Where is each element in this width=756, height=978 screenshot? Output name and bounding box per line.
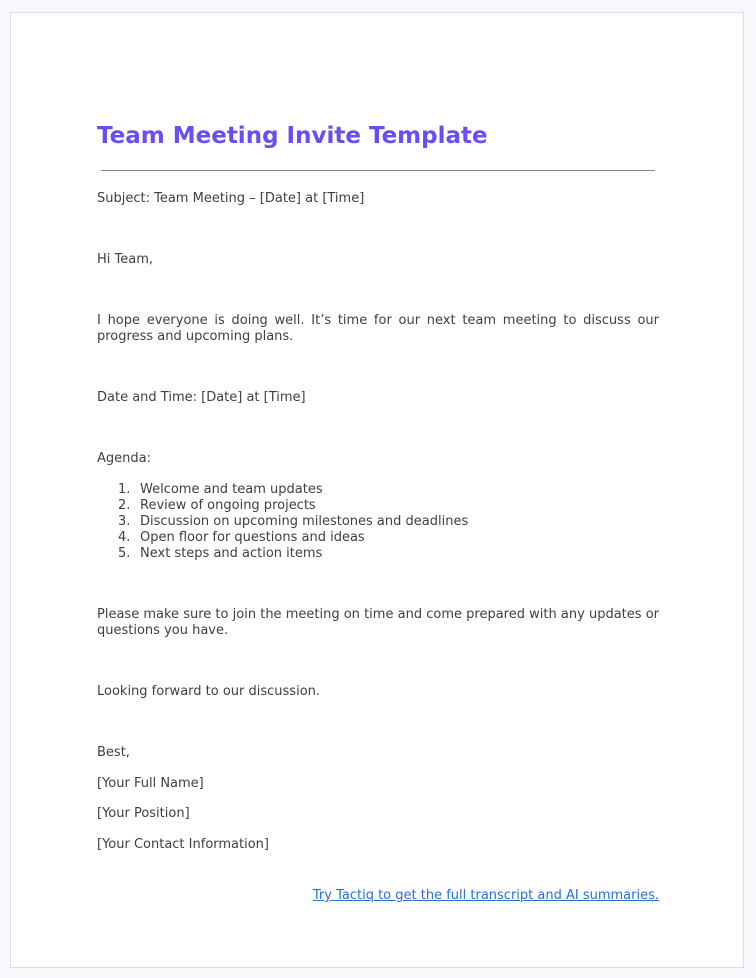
agenda-item-number: 1. xyxy=(118,482,131,497)
subject-line: Subject: Team Meeting – [Date] at [Time] xyxy=(97,191,365,206)
agenda-item-text: Welcome and team updates xyxy=(140,482,323,497)
tactiq-promo-link[interactable]: Try Tactiq to get the full transcript and AI summaries. xyxy=(312,888,659,903)
agenda-item-number: 2. xyxy=(118,498,131,513)
agenda-item xyxy=(97,546,659,562)
agenda-item xyxy=(97,482,659,498)
title-divider xyxy=(101,170,655,171)
agenda-label: Agenda: xyxy=(97,451,151,466)
signature-position: [Your Position] xyxy=(97,806,190,821)
agenda-item-number: 3. xyxy=(118,514,131,529)
document-page xyxy=(10,12,744,968)
signature-name: [Your Full Name] xyxy=(97,776,204,791)
agenda-item xyxy=(97,498,659,514)
greeting: Hi Team, xyxy=(97,252,154,267)
date-time-line: Date and Time: [Date] at [Time] xyxy=(97,390,306,405)
agenda-item-text: Discussion on upcoming milestones and deadlines xyxy=(140,514,469,529)
signature-contact: [Your Contact Information] xyxy=(97,837,269,852)
agenda-item xyxy=(97,530,659,546)
closing-line: Looking forward to our discussion. xyxy=(97,684,321,699)
agenda-item-number: 4. xyxy=(118,530,131,545)
page-title: Team Meeting Invite Template xyxy=(97,123,488,149)
agenda-item xyxy=(97,514,659,530)
sign-off: Best, xyxy=(97,745,130,760)
agenda-item-text: Open floor for questions and ideas xyxy=(140,530,365,545)
intro-paragraph: I hope everyone is doing well. It’s time for our next team meeting to discuss our progress and upcoming plans. xyxy=(97,313,659,344)
agenda-item-text: Next steps and action items xyxy=(140,546,323,561)
agenda-list xyxy=(97,482,659,562)
reminder-paragraph: Please make sure to join the meeting on time and come prepared with any updates or questions you have. xyxy=(97,607,659,638)
agenda-item-text: Review of ongoing projects xyxy=(140,498,316,513)
agenda-item-number: 5. xyxy=(118,546,131,561)
